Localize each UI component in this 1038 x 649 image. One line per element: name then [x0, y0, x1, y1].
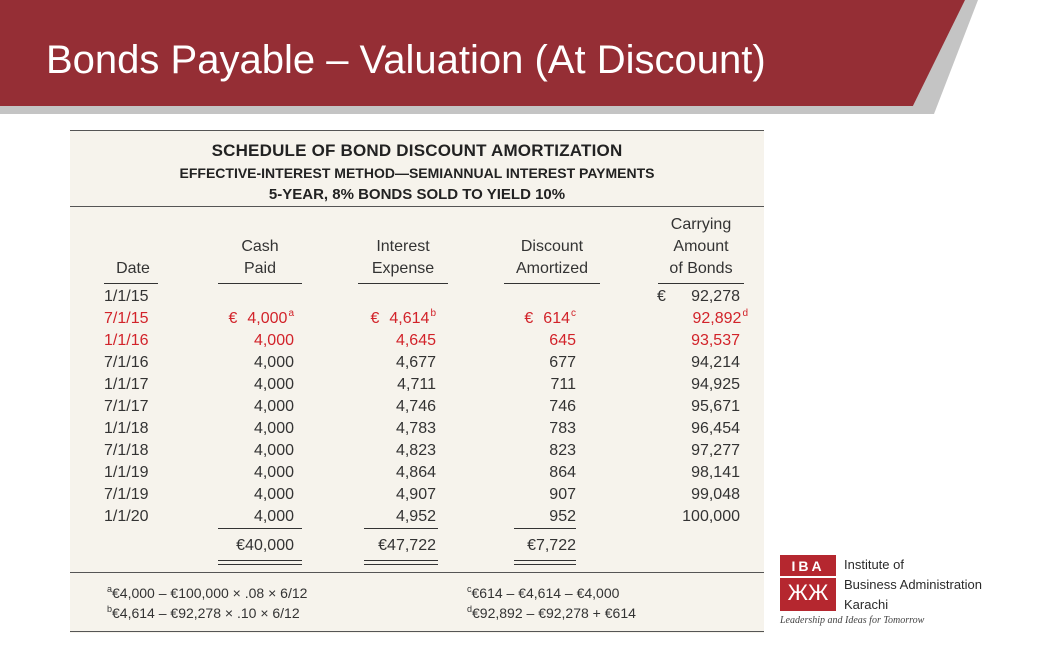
cash-double-rule [218, 560, 302, 565]
footnote-mark: a [288, 308, 294, 319]
cell-cash-paid [210, 352, 294, 374]
cell-discount-amortized [500, 396, 576, 418]
cell-cash-paid-value: 4,000 [253, 420, 294, 437]
header-carrying-line1: Carrying [670, 216, 732, 233]
header-discount-line1: Discount [520, 238, 584, 255]
cell-interest-expense-value: 4,677 [395, 354, 436, 371]
cell-discount-amortized [500, 330, 576, 352]
footnote-d-text: €92,892 – €92,278 + €614 [472, 605, 636, 621]
cell-interest-expense [352, 352, 436, 374]
footnote-c-text: €614 – €4,614 – €4,000 [471, 585, 620, 601]
table-row [70, 418, 764, 440]
cell-carrying-amount-value: 94,925 [691, 376, 740, 393]
iba-logo-divider [780, 576, 836, 578]
cell-carrying-amount [650, 462, 740, 484]
cell-discount-amortized-value: 864 [549, 464, 576, 481]
header-discount [502, 236, 602, 280]
footnote-mark: d [742, 308, 748, 319]
cell-cash-paid-value: 4,000 [247, 310, 288, 327]
table-row [70, 484, 764, 506]
cell-carrying-amount [650, 440, 740, 462]
cell-carrying-amount [650, 396, 740, 418]
cell-discount-amortized [500, 418, 576, 440]
cell-cash-paid-value: 4,000 [253, 332, 294, 349]
cell-interest-expense-value: 4,645 [395, 332, 436, 349]
cell-discount-amortized-value: 614 [543, 310, 570, 327]
cell-date: 1/1/19 [104, 464, 149, 481]
cell-interest-expense [352, 396, 436, 418]
cell-discount-amortized [500, 506, 576, 528]
cash-total-rule [218, 528, 302, 529]
cell-discount-amortized-value: 823 [549, 442, 576, 459]
cell-carrying-amount-value: 93,537 [691, 332, 740, 349]
cell-date: 1/1/17 [104, 376, 149, 393]
footnote-a-text: €4,000 – €100,000 × .08 × 6/12 [112, 585, 308, 601]
bottom-rule [70, 631, 764, 632]
iba-name-line2: Business Administration [844, 577, 983, 592]
cell-discount-amortized [500, 308, 576, 330]
total-cash-paid: €40,000 [236, 537, 294, 554]
cell-cash-paid [210, 506, 294, 528]
total-discount-amortized: €7,722 [527, 537, 576, 554]
cell-carrying-amount [650, 418, 740, 440]
header-interest [358, 236, 448, 280]
discount-total-rule [514, 528, 576, 529]
iba-logo-mark [780, 555, 836, 611]
footnote-a-mark: a [107, 584, 113, 594]
cell-carrying-amount-value: 97,277 [691, 442, 740, 459]
cell-interest-expense-value: 4,614 [389, 310, 430, 327]
currency-symbol: € [524, 310, 534, 327]
header-interest-line2: Expense [371, 260, 435, 277]
cell-cash-paid-value: 4,000 [253, 442, 294, 459]
table-row [70, 286, 764, 308]
cell-carrying-amount-value: 95,671 [691, 398, 740, 415]
cell-carrying-amount [650, 352, 740, 374]
footnote-a [106, 583, 307, 603]
table-row [70, 308, 764, 330]
currency-symbol: € [370, 310, 380, 327]
currency-symbol: € [228, 310, 238, 327]
cell-carrying-amount-value: 92,892 [692, 310, 742, 327]
table-row [70, 330, 764, 352]
footnote-b-text: €4,614 – €92,278 × .10 × 6/12 [112, 605, 300, 621]
header-carrying-line2: Amount [673, 238, 729, 255]
cell-cash-paid [210, 462, 294, 484]
footnote-d-mark: d [467, 604, 473, 614]
cell-discount-amortized-value: 746 [549, 398, 576, 415]
cell-carrying-amount [650, 308, 748, 330]
footnote-rule [70, 572, 764, 573]
footnote-mark: b [430, 308, 436, 319]
footnote-c-mark: c [467, 584, 472, 594]
cell-interest-expense-value: 4,952 [395, 508, 436, 525]
cell-interest-expense-value: 4,864 [395, 464, 436, 481]
cell-date: 7/1/15 [104, 310, 149, 327]
cell-interest-expense [352, 330, 436, 352]
table-row [70, 506, 764, 528]
header-cash-line2: Paid [243, 260, 277, 277]
cell-discount-amortized [500, 374, 576, 396]
table-row [70, 440, 764, 462]
cell-date: 1/1/20 [104, 508, 149, 525]
cell-carrying-amount-value: 100,000 [682, 508, 740, 525]
schedule-heading [70, 140, 764, 206]
cell-cash-paid [210, 440, 294, 462]
cell-discount-amortized [500, 440, 576, 462]
cell-carrying-amount-value: 92,278 [691, 288, 740, 305]
cell-interest-expense [352, 308, 436, 330]
cell-carrying-amount-value: 94,214 [691, 354, 740, 371]
cell-cash-paid [210, 374, 294, 396]
cell-discount-amortized-value: 783 [549, 420, 576, 437]
cell-date: 1/1/18 [104, 420, 149, 437]
footnote-mark: c [571, 308, 576, 319]
cell-cash-paid [210, 330, 294, 352]
cell-cash-paid [210, 418, 294, 440]
table-row [70, 374, 764, 396]
iba-name-line3: Karachi [844, 597, 889, 612]
currency-symbol: € [657, 288, 666, 305]
cell-date: 7/1/19 [104, 486, 149, 503]
schedule-title: SCHEDULE OF BOND DISCOUNT AMORTIZATION [211, 141, 623, 160]
cell-carrying-amount [650, 330, 740, 352]
total-interest-expense: €47,722 [378, 537, 436, 554]
interest-double-rule [364, 560, 438, 565]
cell-cash-paid [210, 396, 294, 418]
cell-discount-amortized [500, 352, 576, 374]
cell-discount-amortized-value: 677 [549, 354, 576, 371]
table-row [70, 462, 764, 484]
header-carrying [656, 214, 746, 280]
cell-discount-amortized-value: 711 [550, 376, 576, 393]
iba-name-line1: Institute of [844, 557, 904, 572]
iba-tagline: Leadership and Ideas for Tomorrow [780, 615, 925, 626]
heading-rule [70, 206, 764, 207]
schedule-subtitle-method: EFFECTIVE-INTEREST METHOD—SEMIANNUAL INTEREST PAYMENTS [179, 165, 655, 181]
iba-logo-abbr: IBA [791, 558, 825, 574]
header-cash [220, 236, 300, 280]
cell-interest-expense-value: 4,783 [395, 420, 436, 437]
cell-discount-amortized [500, 462, 576, 484]
cell-date: 7/1/16 [104, 354, 149, 371]
cell-cash-paid-value: 4,000 [253, 464, 294, 481]
cell-interest-expense [352, 374, 436, 396]
cell-interest-expense [352, 462, 436, 484]
discount-double-rule [514, 560, 576, 565]
footnote-d [466, 603, 636, 623]
cell-cash-paid-value: 4,000 [253, 354, 294, 371]
header-carrying-underline [658, 283, 744, 284]
cell-carrying-amount [650, 484, 740, 506]
schedule-panel [70, 130, 764, 633]
cell-date: 7/1/18 [104, 442, 149, 459]
slide-title: Bonds Payable – Valuation (At Discount) [46, 38, 766, 82]
cell-date: 1/1/16 [104, 332, 149, 349]
header-interest-underline [358, 283, 448, 284]
header-date-underline [104, 283, 158, 284]
table-row [70, 396, 764, 418]
cell-interest-expense [352, 484, 436, 506]
header-cash-underline [218, 283, 302, 284]
cell-interest-expense-value: 4,907 [395, 486, 436, 503]
cell-cash-paid-value: 4,000 [253, 486, 294, 503]
cell-cash-paid-value: 4,000 [253, 376, 294, 393]
header-interest-line1: Interest [376, 238, 430, 255]
cell-cash-paid [210, 484, 294, 506]
header-discount-line2: Amortized [515, 260, 589, 277]
cell-interest-expense-value: 4,746 [395, 398, 436, 415]
top-rule [70, 130, 764, 131]
cell-date: 1/1/15 [104, 288, 149, 305]
schedule-subtitle-terms: 5-YEAR, 8% BONDS SOLD TO YIELD 10% [268, 186, 566, 203]
footnote-c [466, 583, 619, 603]
footnote-b [106, 603, 300, 623]
cell-carrying-amount [650, 506, 740, 528]
cell-interest-expense [352, 506, 436, 528]
cell-discount-amortized [500, 484, 576, 506]
cell-cash-paid-value: 4,000 [253, 398, 294, 415]
interest-total-rule [364, 528, 438, 529]
cell-carrying-amount-value: 99,048 [691, 486, 740, 503]
cell-interest-expense-value: 4,823 [395, 442, 436, 459]
iba-emblem-icon: ЖЖ [787, 580, 829, 605]
cell-carrying-amount-value: 98,141 [691, 464, 740, 481]
cell-interest-expense-value: 4,711 [397, 376, 436, 393]
header-carrying-line3: of Bonds [669, 260, 733, 277]
cell-date: 7/1/17 [104, 398, 149, 415]
header-discount-underline [504, 283, 600, 284]
cell-carrying-amount-value: 96,454 [691, 420, 740, 437]
cell-cash-paid [210, 308, 294, 330]
cell-discount-amortized-value: 952 [549, 508, 576, 525]
cell-discount-amortized-value: 907 [549, 486, 576, 503]
footnote-b-mark: b [107, 604, 113, 614]
table-row [70, 352, 764, 374]
cell-cash-paid-value: 4,000 [253, 508, 294, 525]
cell-interest-expense [352, 418, 436, 440]
cell-discount-amortized-value: 645 [549, 332, 576, 349]
header-date: Date [116, 260, 150, 277]
iba-logo [780, 555, 1020, 635]
cell-carrying-amount [650, 374, 740, 396]
cell-interest-expense [352, 440, 436, 462]
header-cash-line1: Cash [241, 238, 279, 255]
